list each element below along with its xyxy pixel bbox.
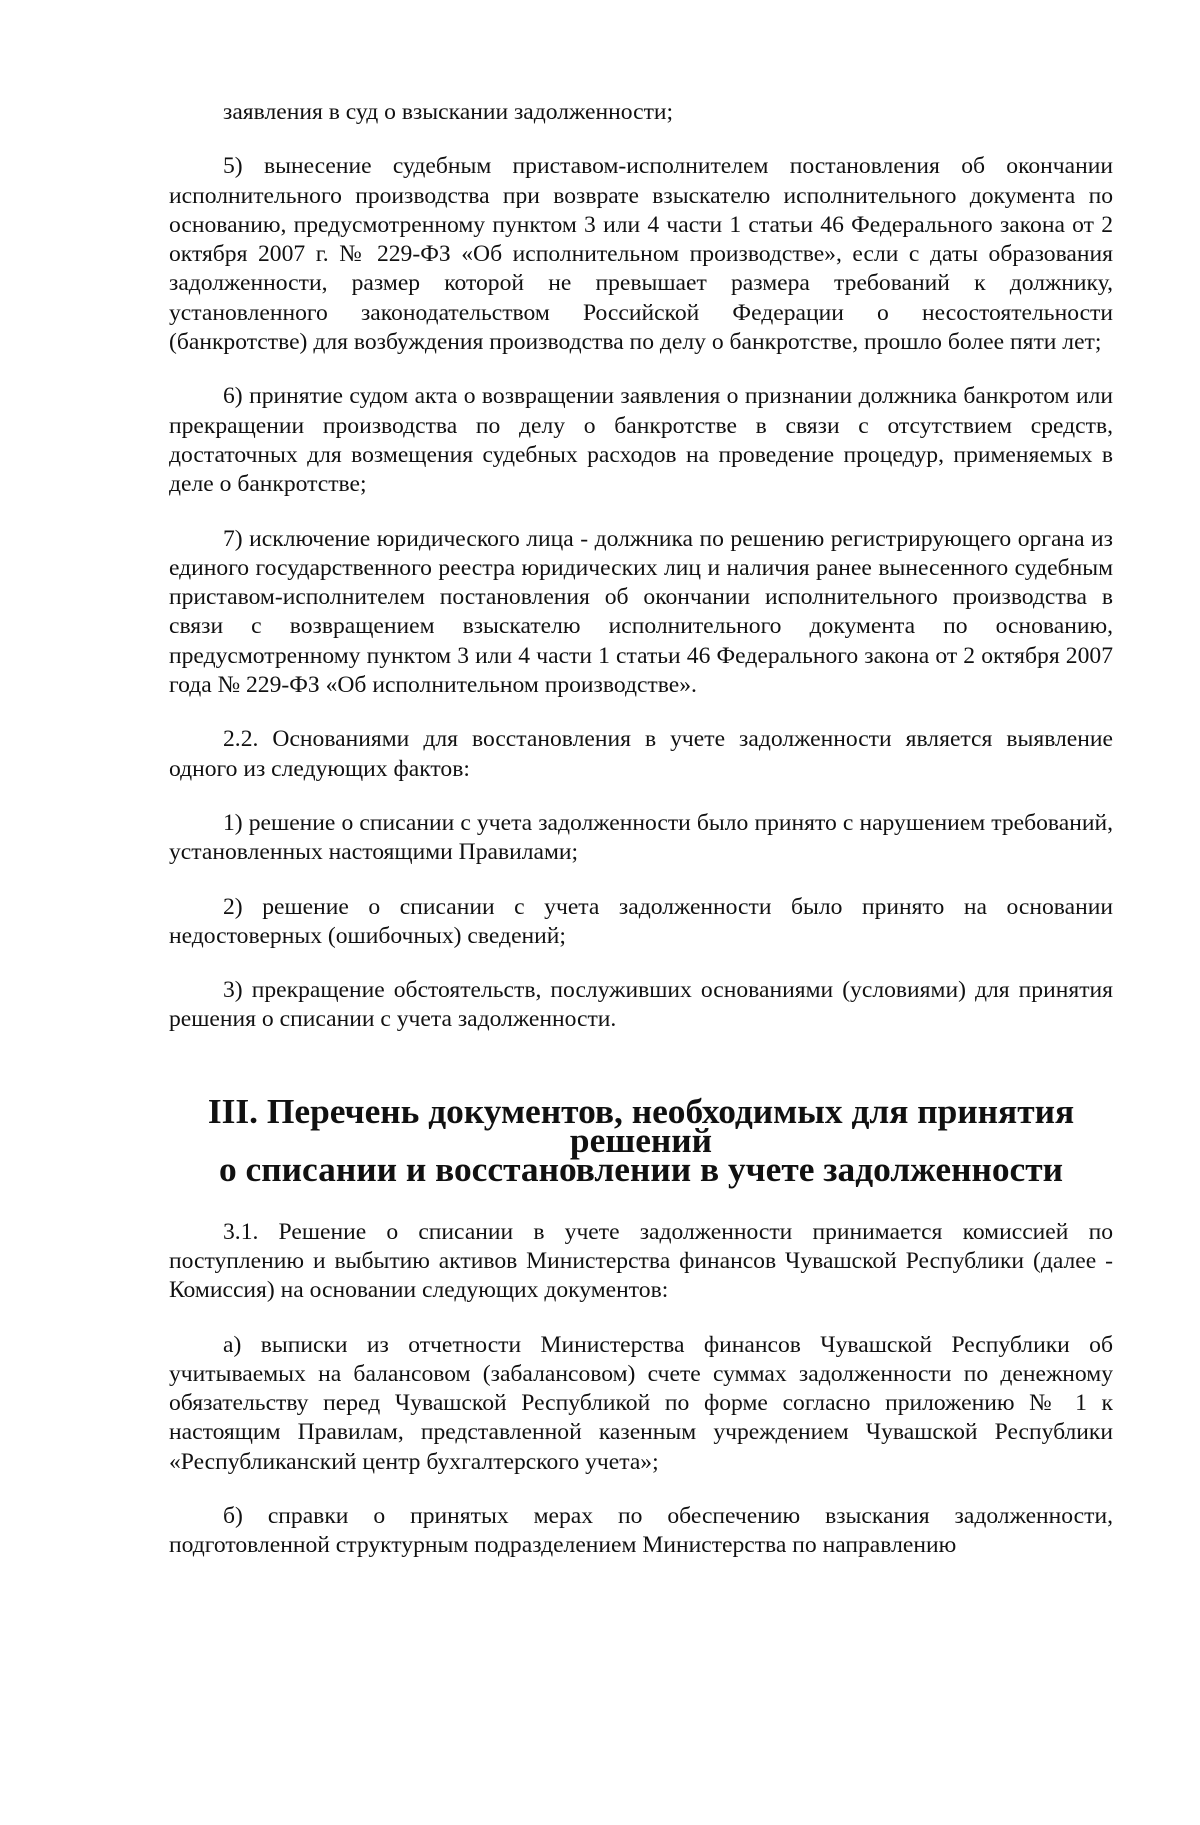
section-heading: [169, 1090, 1113, 1190]
section-heading-line-2: о списании и восстановлении в учете задолженности: [218, 1149, 1064, 1190]
paragraph-continuation: заявления в суд о взыскании задолженности;: [223, 99, 674, 125]
paragraph-item-b: б) справки о принятых мерах по обеспечению взыскания задолженности, подготовленной структурным подразделением Министерства по направлению: [169, 1502, 1113, 1559]
paragraph-restore-1: 1) решение о списании с учета задолженности было принято с нарушением требований, установленных настоящими Правилами;: [169, 809, 1113, 866]
paragraph-item-6: 6) принятие судом акта о возвращении заявления о признании должника банкротом или прекращении производства по делу о банкротстве в связи с отсутствием средств, достаточных для возмещения судебных расходов на проведение процедур, применяемых в деле о банкротстве;: [169, 383, 1113, 498]
paragraph-3-1: 3.1. Решение о списании в учете задолженности принимается комиссией по поступлению и выбытию активов Министерства финансов Чувашской Республики (далее - Комиссия) на основании следующих документов:: [169, 1218, 1113, 1304]
paragraph-restore-2: 2) решение о списании с учета задолженности было принято на основании недостоверных (ошибочных) сведений;: [169, 893, 1113, 949]
section-heading-line-1: III. Перечень документов, необходимых для принятия решений: [207, 1090, 1075, 1161]
paragraph-2-2: 2.2. Основаниями для восстановления в учете задолженности является выявление одного из следующих фактов:: [169, 726, 1113, 782]
document-page: [169, 98, 1113, 1561]
paragraph-item-5: 5) вынесение судебным приставом-исполнителем постановления об окончании исполнительного производства при возврате взыскателю исполнительного документа по основанию, предусмотренному пунктом 3 или 4 части 1 статьи 46 Федерального закона от 2 октября 2007 г. № 229-ФЗ «Об исполнительном производстве», если с даты образования задолженности, размер которой не превышает размера требований к должнику, установленного законодательством Российской Федерации о несостоятельности (банкротстве) для возбуждения производства по делу о банкротстве, прошло более пяти лет;: [169, 153, 1113, 356]
paragraph-item-7: 7) исключение юридического лица - должника по решению регистрирующего органа из единого государственного реестра юридических лиц и наличия ранее вынесенного судебным приставом-исполнителем постановления об окончании исполнительного производства в связи с возвращением взыскателю исполнительного документа по основанию, предусмотренному пунктом 3 или 4 части 1 статьи 46 Федерального закона от 2 октября 2007 года № 229-ФЗ «Об исполнительном производстве».: [169, 525, 1113, 699]
paragraph-restore-3: 3) прекращение обстоятельств, послуживших основаниями (условиями) для принятия решения о списании с учета задолженности.: [169, 977, 1113, 1033]
paragraph-item-a: а) выписки из отчетности Министерства финансов Чувашской Республики об учитываемых на балансовом (забалансовом) счете суммах задолженности по денежному обязательству перед Чувашской Республикой по форме согласно приложению № 1 к настоящим Правилам, представленной казенным учреждением Чувашской Республики «Республиканский центр бухгалтерского учета»;: [169, 1331, 1113, 1475]
